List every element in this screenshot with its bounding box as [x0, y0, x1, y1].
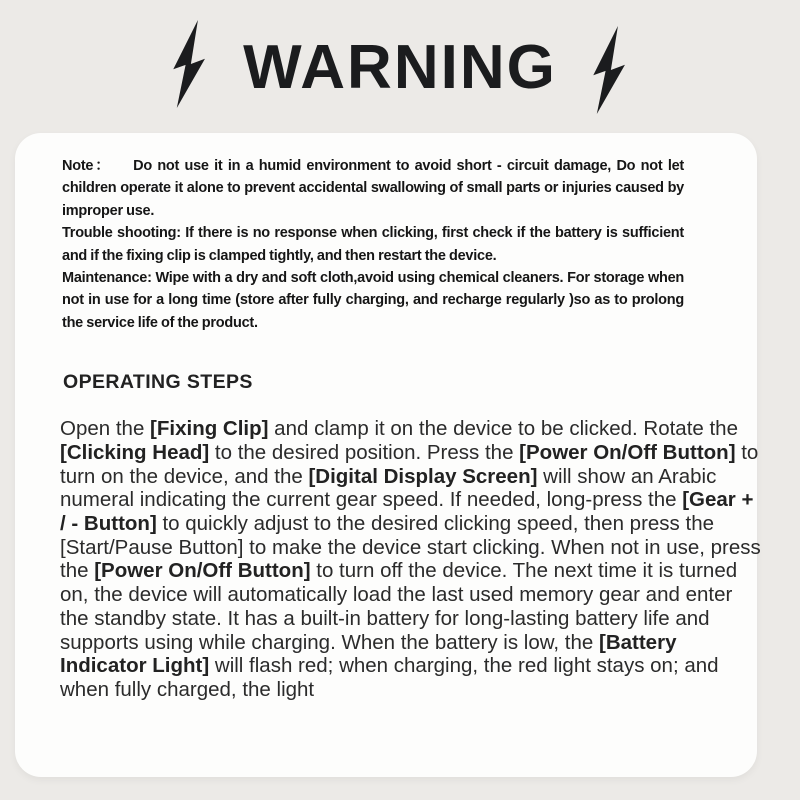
text-run: [Battery Indicator Light] [60, 630, 677, 678]
text-run: to turn off the device. The next time it is turned on, the device will automatically load the last used memory gear and enter the standby state. It has a built-in battery for long-lasting battery life and supports using while charging. When the battery is low, the [60, 559, 738, 654]
text-run: Open the [60, 417, 151, 441]
notes-section [62, 155, 684, 334]
note-paragraph: Note： Do not use it in a humid environment to avoid short - circuit damage, Do not let children operate it alone to prevent accidental swallowing of small parts or injuries caused by improper use. [62, 158, 684, 219]
text-run: to quickly adjust to the desired clicking speed, then press the [Start/Pause Button] to make the device start clicking. When not in use, press the [60, 512, 761, 583]
lightning-icon-left [167, 20, 213, 108]
warning-header [0, 0, 800, 118]
text-run: [Fixing Clip] [150, 417, 269, 441]
text-run: to the desired position. Press the [209, 440, 520, 464]
text-run: and clamp it on the device to be clicked. Rotate the [268, 417, 738, 441]
text-run: [Clicking Head] [60, 440, 210, 464]
text-run: [Power On/Off Button] [94, 559, 311, 583]
text-run: will show an Arabic numeral indicating the current gear speed. If needed, long-press the [60, 464, 717, 512]
instructions-card [15, 133, 761, 777]
note-paragraph: Maintenance: Wipe with a dry and soft cloth,avoid using chemical cleaners. For storage when not in use for a long time (store after fully charging, and recharge regularly )so as to prolong the service life of the product. [62, 270, 684, 331]
note-paragraph: Trouble shooting: If there is no response when clicking, first check if the battery is sufficient and if the fixing clip is clamped tightly, and then restart the device. [62, 225, 684, 264]
warning-title: WARNING [243, 33, 557, 102]
text-run: [Gear + / - Button] [60, 488, 754, 536]
text-run: [Power On/Off Button] [519, 440, 736, 464]
text-run: to turn on the device, and the [60, 440, 759, 488]
operating-steps-heading: OPERATING STEPS [63, 371, 253, 394]
text-run: [Digital Display Screen] [308, 464, 538, 488]
lightning-icon-right [587, 26, 633, 114]
text-run: will flash red; when charging, the red light stays on; and when fully charged, the light [60, 654, 719, 701]
operating-steps-paragraph [60, 417, 762, 701]
